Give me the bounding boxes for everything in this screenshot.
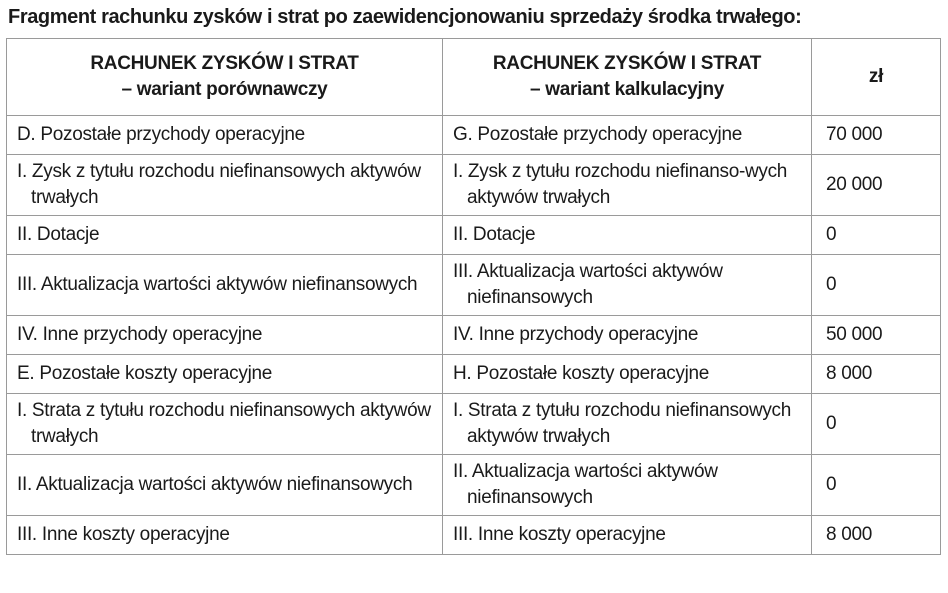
calculation-text: III. Aktualizacja wartości aktywów niefinansowych xyxy=(453,261,723,308)
calculation-cell: H. Pozostałe koszty operacyjne xyxy=(443,355,812,394)
header-currency: zł xyxy=(812,39,941,116)
calculation-text: II. Aktualizacja wartości aktywów niefinansowych xyxy=(453,461,718,508)
amount-cell: 8 000 xyxy=(812,355,941,394)
comparative-cell: E. Pozostałe koszty operacyjne xyxy=(7,355,443,394)
amount-cell: 0 xyxy=(812,455,941,516)
table-row xyxy=(7,394,941,455)
comparative-cell: IV. Inne przychody operacyjne xyxy=(7,316,443,355)
amount-cell: 0 xyxy=(812,255,941,316)
amount-cell: 20 000 xyxy=(812,155,941,216)
amount-cell: 0 xyxy=(812,216,941,255)
amount-cell: 70 000 xyxy=(812,116,941,155)
comparative-cell xyxy=(7,394,443,455)
calculation-cell xyxy=(443,455,812,516)
header-comparative-title: RACHUNEK ZYSKÓW I STRAT xyxy=(90,53,359,74)
amount-cell: 0 xyxy=(812,394,941,455)
table-row xyxy=(7,316,941,355)
header-calculation-subtitle: – wariant kalkulacyjny xyxy=(529,79,725,100)
comparative-text: I. Strata z tytułu rozchodu niefinansowych aktywów trwałych xyxy=(17,400,431,447)
comparative-cell: III. Inne koszty operacyjne xyxy=(7,516,443,555)
calculation-cell: IV. Inne przychody operacyjne xyxy=(443,316,812,355)
comparative-text: II. Aktualizacja wartości aktywów niefinansowych xyxy=(17,474,413,495)
table-row xyxy=(7,455,941,516)
calculation-cell: III. Inne koszty operacyjne xyxy=(443,516,812,555)
comparative-text: III. Aktualizacja wartości aktywów niefinansowych xyxy=(17,274,418,295)
comparative-text: I. Zysk z tytułu rozchodu niefinansowych aktywów trwałych xyxy=(17,161,421,208)
table-row xyxy=(7,155,941,216)
header-calculation-title: RACHUNEK ZYSKÓW I STRAT xyxy=(492,53,762,74)
calculation-cell xyxy=(443,394,812,455)
amount-cell: 50 000 xyxy=(812,316,941,355)
calculation-text: I. Zysk z tytułu rozchodu niefinanso-wych aktywów trwałych xyxy=(453,161,788,208)
table-row xyxy=(7,516,941,555)
calculation-cell: II. Dotacje xyxy=(443,216,812,255)
calculation-cell: G. Pozostałe przychody operacyjne xyxy=(443,116,812,155)
document-caption: Fragment rachunku zysków i strat po zaewidencjonowaniu sprzedaży środka trwałego: xyxy=(8,6,802,28)
comparative-cell xyxy=(7,255,443,316)
header-comparative-variant xyxy=(7,39,443,116)
income-statement-table xyxy=(6,38,941,555)
table-row xyxy=(7,355,941,394)
table-row xyxy=(7,116,941,155)
comparative-cell: II. Dotacje xyxy=(7,216,443,255)
comparative-cell xyxy=(7,155,443,216)
comparative-cell: D. Pozostałe przychody operacyjne xyxy=(7,116,443,155)
table-row xyxy=(7,255,941,316)
calculation-cell xyxy=(443,155,812,216)
table-header-row xyxy=(7,39,941,116)
calculation-text: I. Strata z tytułu rozchodu niefinansowych aktywów trwałych xyxy=(453,400,792,447)
comparative-cell xyxy=(7,455,443,516)
header-calculation-variant xyxy=(443,39,812,116)
amount-cell: 8 000 xyxy=(812,516,941,555)
calculation-cell xyxy=(443,255,812,316)
header-comparative-subtitle: – wariant porównawczy xyxy=(121,79,328,100)
table-row xyxy=(7,216,941,255)
